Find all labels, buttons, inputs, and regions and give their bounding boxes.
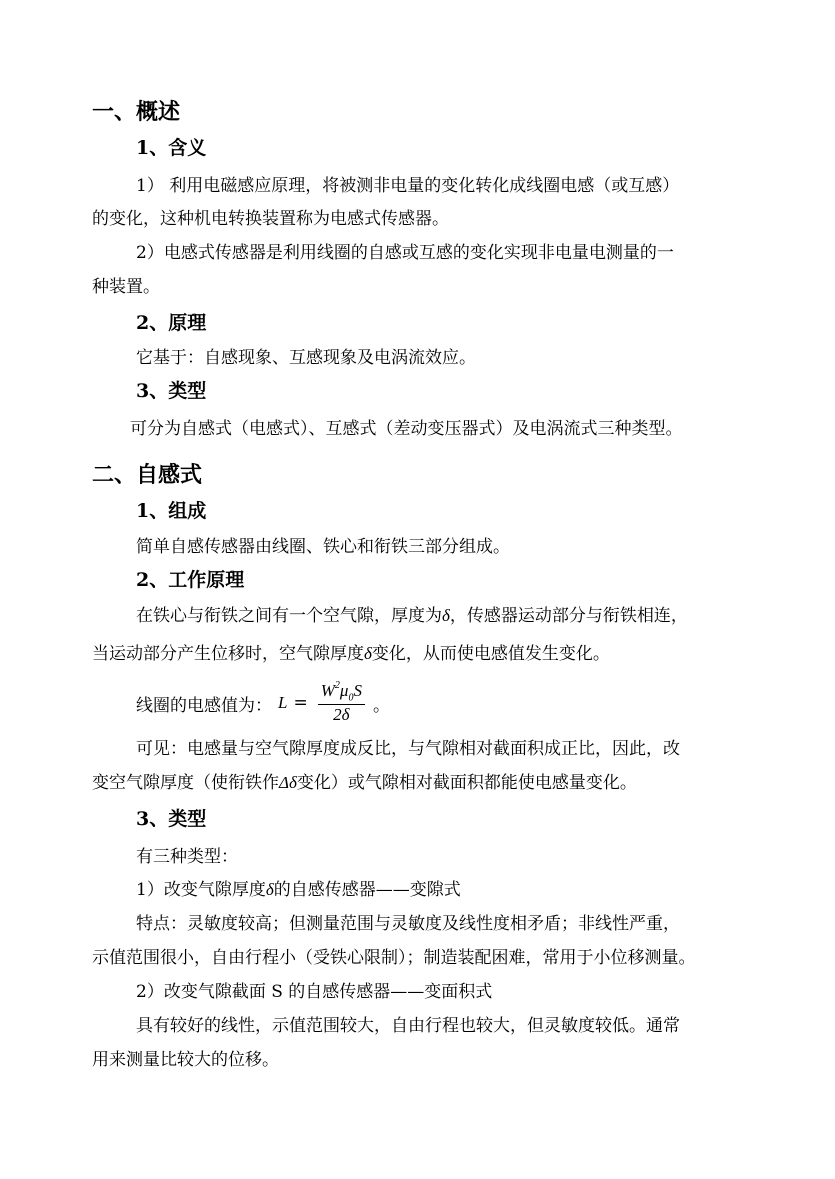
paragraph-line: 变空气隙厚度（使衔铁作Δδ变化）或气隙相对截面积都能使电感量变化。 bbox=[92, 773, 637, 793]
section-heading-self-inductance: 二、自感式 bbox=[92, 462, 203, 488]
subheading-composition: 1、组成 bbox=[136, 500, 207, 522]
formula-equals: = bbox=[293, 693, 308, 713]
paragraph-line: 它基于：自感现象、互感现象及电涡流效应。 bbox=[136, 348, 476, 368]
paragraph-line: 示值范围很小，自由行程小（受铁心限制）；制造装配困难，常用于小位移测量。 bbox=[92, 948, 696, 968]
paragraph-line: 简单自感传感器由线圈、铁心和衔铁三部分组成。 bbox=[136, 537, 510, 557]
subheading-working-principle: 2、工作原理 bbox=[136, 569, 245, 591]
paragraph-line: 具有较好的线性，示值范围较大，自由行程也较大，但灵敏度较低。通常 bbox=[136, 1016, 680, 1036]
delta-change-symbol: Δδ bbox=[279, 773, 297, 792]
formula-numerator: $W^2\mu_0S$ bbox=[320, 680, 362, 704]
section-heading-overview: 一、概述 bbox=[92, 99, 181, 125]
paragraph-line: 2）改变气隙截面 S 的自感传感器——变面积式 bbox=[136, 982, 493, 1002]
formula-fraction bbox=[318, 681, 365, 724]
paragraph-line: 有三种类型： bbox=[136, 847, 238, 867]
paragraph-line: 用来测量比较大的位移。 bbox=[92, 1050, 279, 1070]
delta-symbol: δ bbox=[364, 644, 372, 663]
paragraph-line: 可分为自感式（电感式）、互感式（差动变压器式）及电涡流式三种类型。 bbox=[130, 419, 683, 439]
paragraph-line: 的变化，这种机电转换装置称为电感式传感器。 bbox=[92, 209, 449, 229]
delta-symbol: δ bbox=[265, 880, 274, 899]
paragraph-line: 当运动部分产生位移时，空气隙厚度δ变化，从而使电感值发生变化。 bbox=[92, 644, 610, 664]
subheading-types: 3、类型 bbox=[136, 380, 207, 402]
formula-lhs: L bbox=[278, 693, 288, 712]
subheading-types-2: 3、类型 bbox=[136, 808, 207, 830]
paragraph-line: 特点：灵敏度较高；但测量范围与灵敏度及线性度相矛盾；非线性严重， bbox=[136, 914, 680, 934]
delta-symbol: δ bbox=[442, 606, 450, 625]
formula-denominator: 2δ bbox=[333, 704, 350, 724]
paragraph-line: 在铁心与衔铁之间有一个空气隙，厚度为δ，传感器运动部分与衔铁相连， bbox=[136, 606, 688, 626]
paragraph-line: 1）改变气隙厚度δ的自感传感器——变隙式 bbox=[136, 880, 461, 900]
subheading-principle: 2、原理 bbox=[136, 312, 207, 334]
paragraph-line: 种装置。 bbox=[92, 277, 160, 297]
inductance-formula: 线圈的电感值为： L = $\frac{W^2\mu_0S}{2\delta}$ 。 bbox=[136, 680, 390, 724]
subheading-meaning: 1、含义 bbox=[136, 137, 207, 159]
paragraph-line: 1） 利用电磁感应原理，将被测非电量的变化转化成线圈电感（或互感） bbox=[136, 176, 680, 196]
paragraph-line: 可见：电感量与空气隙厚度成反比，与气隙相对截面积成正比，因此，改 bbox=[136, 739, 680, 759]
paragraph-line: 2）电感式传感器是利用线圈的自感或互感的变化实现非电量电测量的一 bbox=[136, 243, 674, 263]
